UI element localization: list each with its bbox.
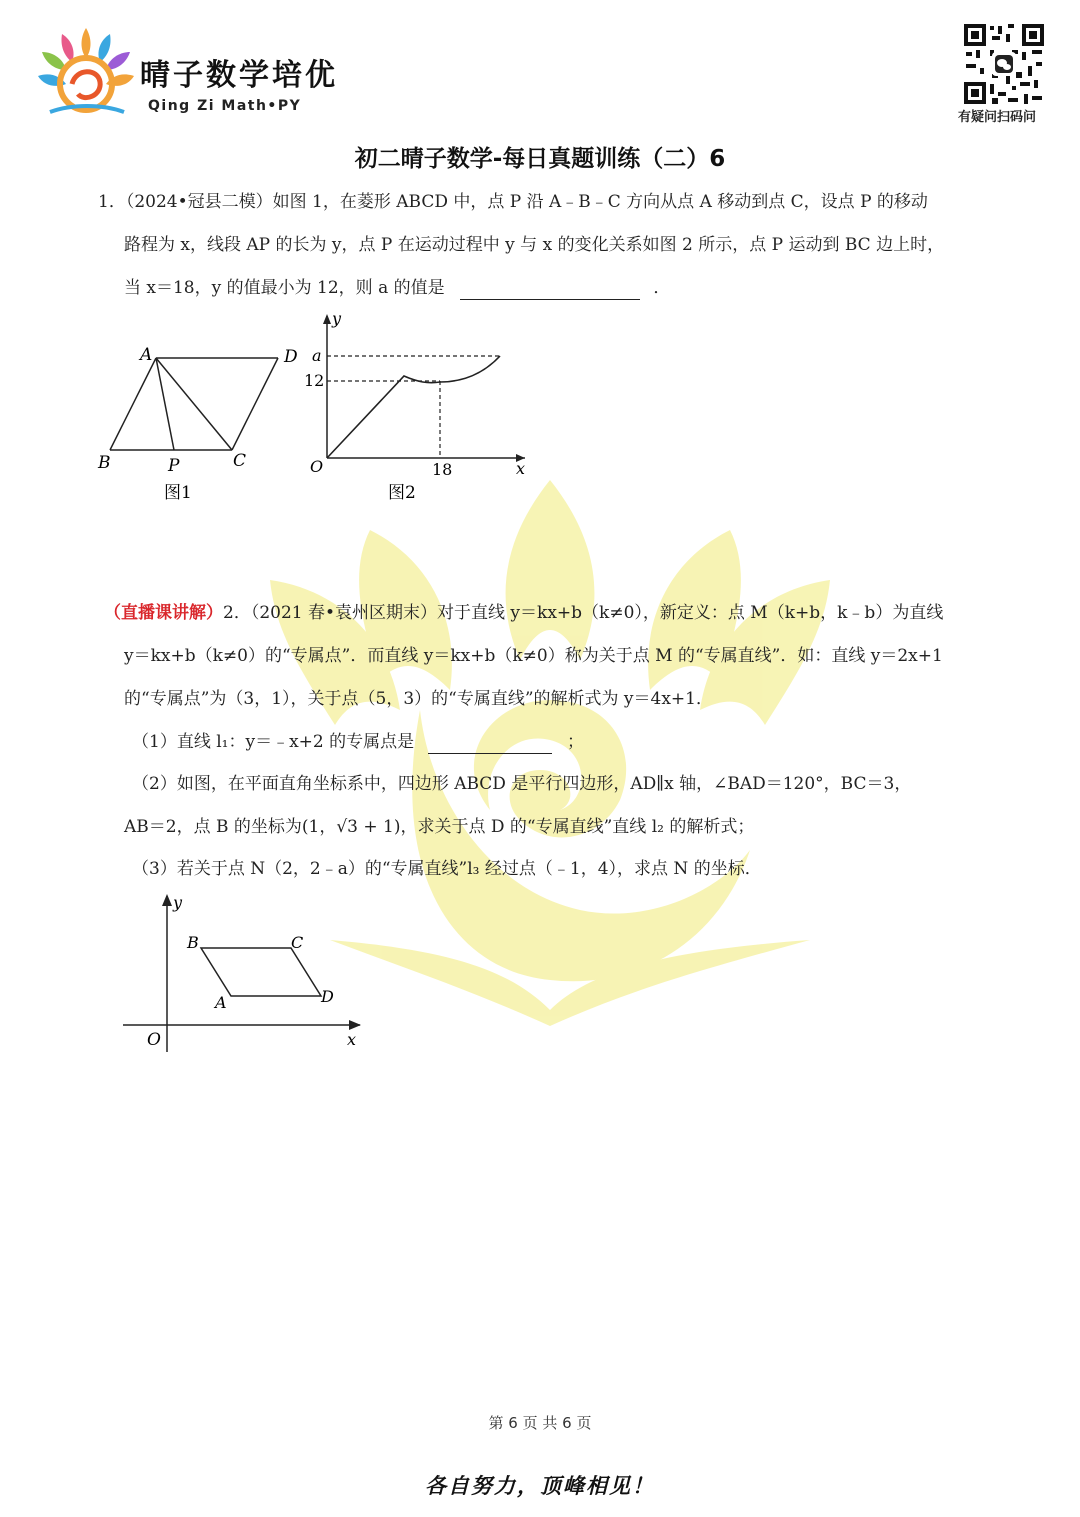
brand-name-cn: 晴子数学培优	[140, 58, 338, 93]
q1-line-1: 1．（2024•冠县二模）如图 1，在菱形 ABCD 中，点 P 沿 A﹣B﹣C 方向从点 A 移动到点 C，设点 P 的移动	[98, 192, 928, 212]
q2-fig-label-a: A	[215, 993, 227, 1012]
fig2-label-x: x	[516, 459, 526, 478]
q2-sub-1-end: ；	[566, 732, 584, 752]
q2-sub-2-line-1: （2）如图，在平面直角坐标系中，四边形 ABCD 是平行四边形，AD∥x 轴，∠BAD＝120°，BC＝3，	[132, 774, 912, 794]
q2-fig-label-x: x	[347, 1030, 357, 1049]
fig1-label-d: D	[284, 347, 298, 367]
q2-line-1	[104, 601, 943, 625]
fig2-label-origin: O	[310, 457, 324, 476]
brand-logo-icon	[32, 24, 140, 124]
q1-answer-blank[interactable]	[460, 281, 640, 300]
q1-line-3	[124, 276, 670, 300]
fig1-diagonal-ac	[156, 358, 232, 450]
fig1-segment-ap	[156, 358, 174, 450]
q1-line-3-text: 当 x＝18，y 的值最小为 12，则 a 的值是	[124, 278, 445, 298]
fig2-label-y: y	[332, 310, 342, 328]
q1-figure-1	[90, 340, 310, 510]
q2-sub-2-line-2: AB＝2，点 B 的坐标为(1，√3 + 1)，求关于点 D 的“专属直线”直线 l₂ 的解析式；	[124, 817, 755, 837]
q1-line-2: 路程为 x，线段 AP 的长为 y，点 P 在运动过程中 y 与 x 的变化关系如图 2 所示，点 P 运动到 BC 边上时，	[124, 235, 945, 255]
q2-fig-label-y: y	[173, 893, 183, 912]
q2-line-3: 的“专属点”为（3，1），关于点（5，3）的“专属直线”的解析式为 y＝4x+1．	[124, 689, 713, 709]
fig2-caption: 图2	[388, 483, 416, 503]
footer-motto: 各自努力，顶峰相见！	[425, 1473, 655, 1498]
q2-line-2: y＝kx+b（k≠0）的“专属点”．而直线 y＝kx+b（k≠0）称为关于点 M 的“专属直线”．如：直线 y＝2x+1	[124, 646, 943, 666]
q2-sub-3: （3）若关于点 N（2，2﹣a）的“专属直线”l₃ 经过点（﹣1，4），求点 N 的坐标．	[132, 859, 762, 879]
q1-figure-2	[300, 310, 540, 510]
q2-fig-label-origin: O	[147, 1030, 161, 1050]
page-number: 第 6 页 共 6 页	[488, 1414, 592, 1432]
fig1-label-b: B	[98, 453, 111, 473]
fig2-label-12: 12	[304, 371, 325, 390]
qr-code-icon	[962, 22, 1046, 106]
qr-caption: 有疑问扫码问	[958, 110, 1037, 125]
q2-sub-1-text: （1）直线 l₁：y＝﹣x+2 的专属点是	[132, 732, 415, 752]
fig1-label-c: C	[233, 451, 247, 471]
fig2-label-a: a	[312, 346, 322, 365]
fig1-edge-ab	[110, 358, 156, 450]
page-title: 初二晴子数学-每日真题训练（二）6	[354, 146, 726, 172]
q2-live-tag: （直播课讲解）	[104, 603, 223, 623]
fig2-label-18: 18	[432, 460, 453, 479]
q2-figure	[115, 890, 375, 1060]
brand-name-en: Qing Zi Math•PY	[148, 98, 302, 114]
q2-fig-label-b: B	[187, 933, 199, 952]
q2-fig-label-c: C	[291, 933, 304, 952]
fig1-label-p: P	[168, 456, 180, 476]
fig1-label-a: A	[140, 345, 153, 365]
q2-fig-label-d: D	[321, 987, 334, 1006]
q2-sub1-answer-blank[interactable]	[428, 735, 552, 754]
q2-fig-x-arrow-icon	[349, 1020, 361, 1030]
fig2-curve	[327, 356, 500, 458]
q2-fig-parallelogram	[201, 948, 321, 996]
fig1-edge-cd	[232, 358, 278, 450]
q2-line-1-text: 2．（2021 春•袁州区期末）对于直线 y＝kx+b（k≠0），新定义：点 M（k+b，k﹣b）为直线	[223, 603, 944, 623]
q2-sub-1	[132, 730, 584, 754]
fig2-y-arrow-icon	[323, 314, 331, 324]
q2-fig-y-arrow-icon	[162, 894, 172, 906]
fig1-caption: 图1	[164, 483, 192, 503]
q1-line-3-end: ．	[653, 278, 671, 298]
